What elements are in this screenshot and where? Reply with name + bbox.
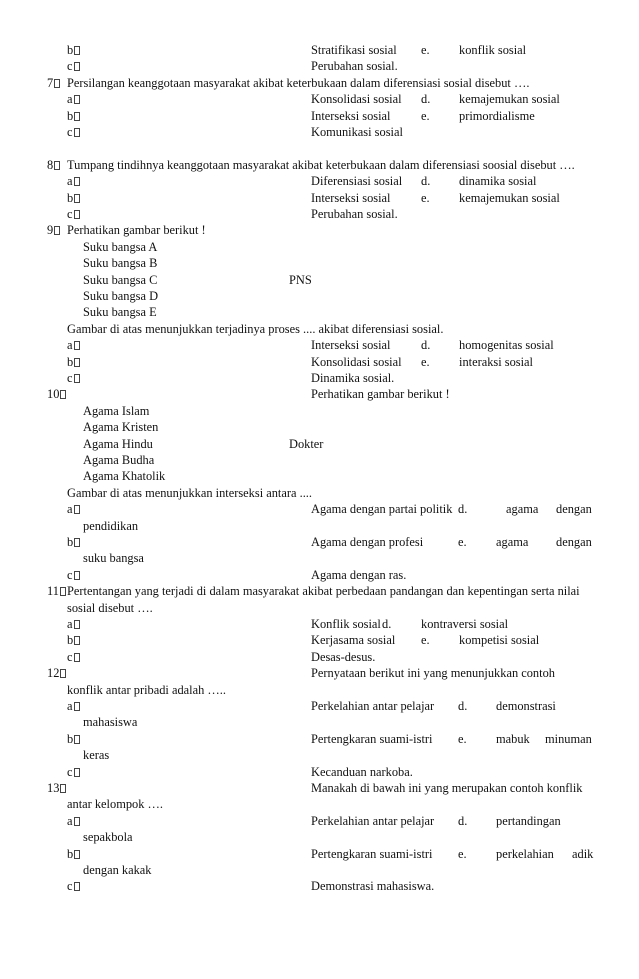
text-line [0, 222, 639, 239]
text-line [0, 255, 639, 272]
text-segment: Perubahan sosial. [311, 207, 398, 221]
missing-glyph-box [74, 505, 80, 514]
option-label [67, 632, 80, 649]
text-line [0, 862, 639, 879]
option-letter: b [67, 633, 74, 648]
text-segment: Pertengkaran suami-istri [311, 731, 433, 746]
text-line [0, 714, 639, 731]
text-line [0, 91, 639, 108]
option-label [67, 173, 80, 190]
option-letter: c [67, 59, 73, 74]
text-segment: e. [421, 633, 430, 648]
text-line [0, 764, 639, 781]
text-segment: Konflik sosial [311, 617, 381, 631]
text-line [0, 354, 639, 371]
text-segment: primordialisme [459, 108, 535, 123]
text-segment: d. [421, 174, 431, 189]
text-line [0, 173, 639, 190]
missing-glyph-box [74, 850, 80, 859]
text-segment: demonstrasi [496, 699, 556, 713]
missing-glyph-box [74, 571, 80, 580]
question-number [47, 386, 66, 403]
option-label [67, 846, 80, 863]
option-label [67, 370, 80, 387]
text-line [0, 550, 639, 567]
text-line [0, 796, 639, 813]
text-segment: adik [572, 846, 594, 861]
text-segment: Suku bangsa E [83, 305, 157, 320]
option-letter: c [67, 371, 73, 385]
missing-glyph-box [74, 128, 80, 137]
text-segment: sepakbola [83, 830, 133, 845]
question-number-text: 12 [47, 666, 60, 681]
missing-glyph-box [74, 374, 80, 383]
missing-glyph-box [74, 882, 80, 891]
question-number [47, 583, 66, 600]
text-segment: Agama Kristen [83, 420, 159, 435]
text-line [0, 337, 639, 354]
text-segment: Agama Khatolik [83, 469, 166, 484]
text-segment: Konsolidasi sosial [311, 354, 402, 369]
missing-glyph-box [60, 390, 66, 399]
option-letter: c [67, 207, 73, 221]
option-label [67, 534, 80, 551]
text-line [0, 878, 639, 895]
text-line [0, 140, 639, 157]
text-line [0, 304, 639, 321]
text-segment: Perkelahian antar pelajar [311, 813, 435, 828]
option-label [67, 567, 80, 584]
text-line [0, 42, 639, 59]
option-label [67, 649, 80, 666]
text-segment: kemajemukan sosial [459, 92, 560, 107]
missing-glyph-box [74, 817, 80, 826]
text-segment: konflik antar pribadi adalah ….. [67, 682, 226, 697]
text-line [0, 288, 639, 305]
text-segment: Agama dengan ras. [311, 567, 407, 582]
text-line [0, 846, 639, 863]
text-segment: Agama Hindu [83, 436, 153, 451]
text-segment: interaksi sosial [459, 354, 533, 369]
option-label [67, 58, 80, 75]
text-segment: dengan [556, 502, 592, 517]
text-segment: agama [496, 535, 529, 549]
text-segment: Komunikasi sosial [311, 125, 403, 139]
text-segment: Diferensiasi sosial [311, 174, 403, 189]
missing-glyph-box [74, 177, 80, 186]
text-segment: d. [458, 699, 468, 713]
text-segment: Suku bangsa A [83, 239, 158, 254]
missing-glyph-box [74, 620, 80, 629]
text-segment: Konsolidasi sosial [311, 92, 402, 107]
text-segment: Agama dengan partai politik [311, 502, 453, 517]
text-line [0, 600, 639, 617]
text-segment: dinamika sosial [459, 174, 537, 189]
text-line [0, 616, 639, 633]
missing-glyph-box [74, 653, 80, 662]
text-segment: pendidikan [83, 518, 139, 533]
option-label [67, 337, 80, 354]
option-letter: b [67, 108, 74, 123]
text-segment: d. [382, 617, 392, 631]
option-letter: b [67, 354, 74, 369]
text-segment: Agama dengan profesi [311, 535, 424, 549]
option-letter: b [67, 731, 74, 746]
text-line [0, 452, 639, 469]
option-letter: a [67, 174, 73, 189]
text-line [0, 665, 639, 682]
question-number [47, 157, 60, 174]
text-line [0, 501, 639, 518]
text-line [0, 747, 639, 764]
option-letter: c [67, 879, 73, 894]
text-segment: mahasiswa [83, 715, 138, 730]
option-letter: a [67, 502, 73, 517]
question-number-text: 8 [47, 157, 54, 172]
option-label [67, 42, 80, 59]
option-letter: a [67, 338, 73, 353]
missing-glyph-box [74, 210, 80, 219]
question-number-text: 7 [47, 75, 54, 90]
missing-glyph-box [74, 768, 80, 777]
text-segment: Interseksi sosial [311, 338, 391, 353]
text-line [0, 813, 639, 830]
option-label [67, 698, 80, 715]
missing-glyph-box [74, 636, 80, 645]
text-line [0, 780, 639, 797]
text-segment: Dokter [289, 436, 324, 451]
text-segment: e. [458, 846, 467, 861]
text-segment: pertandingan [496, 813, 561, 828]
text-segment: Perkelahian antar pelajar [311, 699, 435, 713]
text-segment: perkelahian [496, 846, 554, 861]
text-segment: Suku bangsa B [83, 256, 158, 271]
text-segment: Suku bangsa D [83, 289, 159, 303]
option-label [67, 813, 80, 830]
option-letter: c [67, 567, 73, 582]
option-label [67, 91, 80, 108]
missing-glyph-box [54, 226, 60, 235]
option-label [67, 616, 80, 633]
text-segment: Demonstrasi mahasiswa. [311, 879, 435, 894]
text-line [0, 157, 639, 174]
text-line [0, 436, 639, 453]
missing-glyph-box [74, 62, 80, 71]
option-label [67, 764, 80, 781]
text-segment: Kecanduan narkoba. [311, 764, 413, 779]
missing-glyph-box [74, 702, 80, 711]
text-segment: Kerjasama sosial [311, 633, 396, 648]
option-letter: b [67, 846, 74, 861]
text-segment: keras [83, 748, 110, 763]
text-line [0, 206, 639, 223]
text-segment: PNS [289, 272, 312, 287]
text-line [0, 239, 639, 256]
text-line [0, 583, 639, 600]
missing-glyph-box [54, 161, 60, 170]
missing-glyph-box [54, 79, 60, 88]
text-segment: e. [421, 108, 430, 123]
option-letter: a [67, 813, 73, 828]
text-segment: Gambar di atas menunjukkan terjadinya proses .... akibat diferensiasi sosial. [67, 321, 444, 336]
missing-glyph-box [60, 669, 66, 678]
option-label [67, 124, 80, 141]
option-label [67, 878, 80, 895]
text-line [0, 468, 639, 485]
text-line [0, 632, 639, 649]
text-segment: Pernyataan berikut ini yang menunjukkan contoh [311, 666, 555, 681]
option-letter: c [67, 649, 73, 664]
text-line [0, 698, 639, 715]
text-segment: kompetisi sosial [459, 633, 540, 648]
question-number-text: 11 [47, 584, 59, 599]
option-letter: c [67, 764, 73, 779]
missing-glyph-box [74, 194, 80, 203]
text-segment: Dinamika sosial. [311, 371, 395, 385]
option-letter: a [67, 617, 73, 631]
text-line [0, 75, 639, 92]
text-segment: Interseksi sosial [311, 190, 391, 205]
option-letter: c [67, 125, 73, 139]
text-segment: Pertengkaran suami-istri [311, 846, 433, 861]
text-segment: dengan kakak [83, 863, 152, 877]
text-segment: homogenitas sosial [459, 338, 554, 353]
text-segment: d. [458, 502, 468, 517]
text-line [0, 321, 639, 338]
question-number [47, 780, 66, 797]
missing-glyph-box [74, 46, 80, 55]
text-segment: agama [506, 502, 539, 517]
missing-glyph-box [74, 735, 80, 744]
text-line [0, 534, 639, 551]
question-number [47, 75, 60, 92]
text-segment: sosial disebut …. [67, 600, 153, 615]
text-line [0, 403, 639, 420]
option-label [67, 731, 80, 748]
text-segment: kemajemukan sosial [459, 190, 560, 205]
text-segment: Manakah di bawah ini yang merupakan contoh konflik [311, 781, 583, 795]
text-segment: Agama Budha [83, 453, 155, 467]
text-segment: d. [458, 813, 468, 828]
text-line [0, 370, 639, 387]
text-line [0, 485, 639, 502]
missing-glyph-box [74, 538, 80, 547]
option-letter: a [67, 92, 73, 107]
text-segment: e. [421, 43, 430, 57]
text-line [0, 190, 639, 207]
text-segment: Persilangan keanggotaan masyarakat akibat keterbukaan dalam diferensiasi sosial disebut …. [67, 75, 530, 90]
text-segment: Pertentangan yang terjadi di dalam masyarakat akibat perbedaan pandangan dan kepentingan serta nilai [67, 584, 580, 599]
text-segment: e. [421, 190, 430, 205]
text-line [0, 272, 639, 289]
text-segment: Interseksi sosial [311, 108, 391, 123]
text-line [0, 829, 639, 846]
text-line [0, 649, 639, 666]
text-line [0, 567, 639, 584]
missing-glyph-box [60, 587, 66, 596]
text-segment: d. [421, 92, 431, 107]
option-letter: b [67, 190, 74, 205]
text-segment: kontraversi sosial [421, 617, 509, 631]
question-number-text: 10 [47, 387, 60, 402]
text-segment: Perhatikan gambar berikut ! [67, 223, 206, 238]
text-segment: e. [458, 535, 467, 549]
text-segment: Tumpang tindihnya keanggotaan masyarakat akibat keterbukaan dalam diferensiasi soosial disebut …. [67, 157, 575, 172]
text-line [0, 731, 639, 748]
text-segment: Gambar di atas menunjukkan interseksi antara .... [67, 485, 312, 500]
option-letter: b [67, 535, 74, 549]
missing-glyph-box [60, 784, 66, 793]
text-line [0, 682, 639, 699]
text-segment: e. [458, 731, 467, 746]
text-segment: d. [421, 338, 431, 353]
text-segment: mabuk [496, 731, 530, 746]
text-segment: e. [421, 354, 430, 369]
question-number [47, 665, 66, 682]
text-segment: minuman [545, 731, 592, 746]
text-line [0, 386, 639, 403]
text-line [0, 419, 639, 436]
option-label [67, 354, 80, 371]
text-line [0, 518, 639, 535]
text-segment: Stratifikasi sosial [311, 43, 397, 57]
text-line [0, 124, 639, 141]
text-segment: konflik sosial [459, 43, 527, 57]
missing-glyph-box [74, 358, 80, 367]
text-segment: Perubahan sosial. [311, 59, 398, 74]
text-line [0, 108, 639, 125]
text-segment: Desas-desus. [311, 649, 376, 664]
text-segment: Agama Islam [83, 403, 150, 418]
option-label [67, 501, 80, 518]
missing-glyph-box [74, 112, 80, 121]
text-segment: antar kelompok …. [67, 797, 164, 812]
missing-glyph-box [74, 341, 80, 350]
missing-glyph-box [74, 95, 80, 104]
option-letter: a [67, 699, 73, 713]
question-number [47, 222, 60, 239]
option-letter: b [67, 43, 74, 57]
text-segment: suku bangsa [83, 551, 144, 566]
question-number-text: 13 [47, 781, 60, 795]
option-label [67, 206, 80, 223]
text-segment: Perhatikan gambar berikut ! [311, 387, 450, 402]
option-label [67, 190, 80, 207]
option-label [67, 108, 80, 125]
text-segment: Suku bangsa C [83, 272, 158, 287]
text-segment: dengan [556, 535, 592, 549]
question-number-text: 9 [47, 223, 54, 238]
text-line [0, 58, 639, 75]
